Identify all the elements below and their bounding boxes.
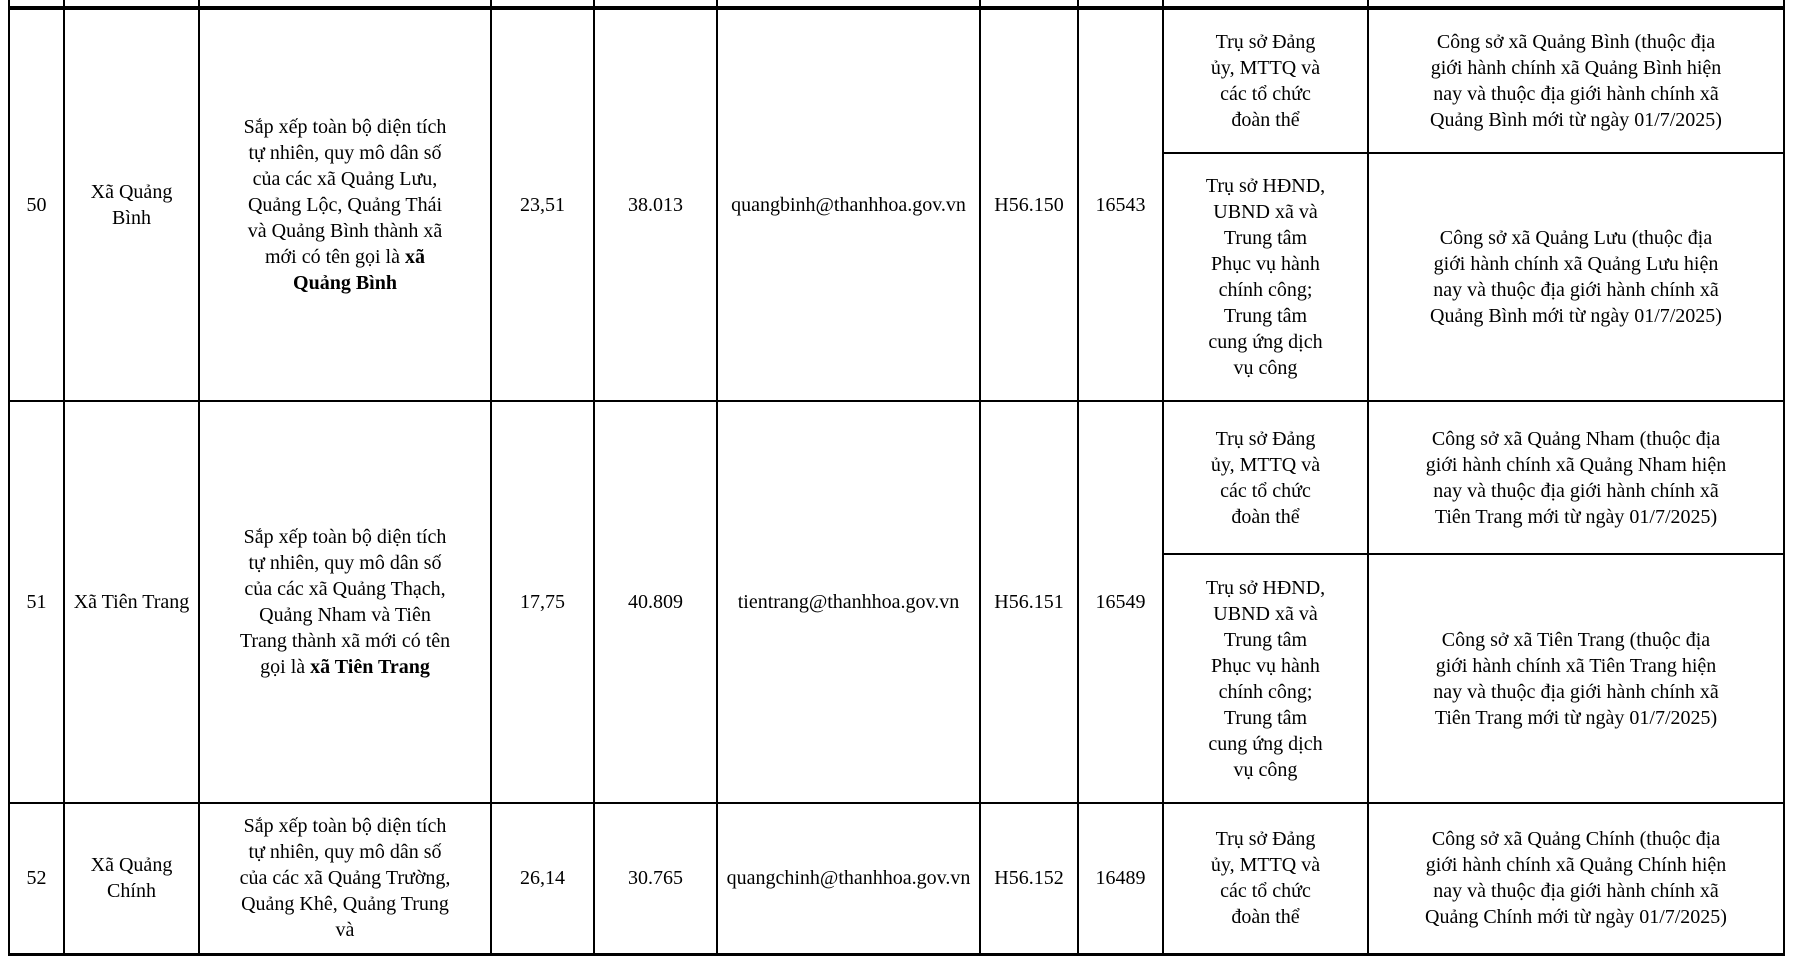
cut-cell	[1163, 0, 1368, 8]
office-location-cell	[1368, 8, 1784, 153]
cut-cell	[1078, 0, 1163, 8]
office-location-cell	[1368, 153, 1784, 401]
arrangement-text: Sắp xếp toàn bộ diện tích tự nhiên, quy mô dân số của các xã Quảng Lưu, Quảng Lộc, Quảng Thái và Quảng Bình thành xã mới có tên gọi là xã Quảng Bình	[243, 116, 447, 294]
unit-code-value: 16543	[1095, 194, 1146, 216]
commune-name: Xã Quảng Chính	[90, 854, 173, 903]
cut-cell	[9, 0, 64, 8]
office-type-cell	[1163, 8, 1368, 153]
commune-name: Xã Tiên Trang	[73, 591, 190, 613]
cut-cell	[717, 0, 980, 8]
commune-arrangement-table	[8, 0, 1785, 956]
cut-cell	[64, 0, 199, 8]
stt-cell	[9, 803, 64, 954]
area-cell	[491, 401, 594, 803]
office-location: Công sở xã Quảng Bình (thuộc địa giới hành chính xã Quảng Bình hiện nay và thuộc địa giới hành chính xã Quảng Bình mới từ ngày 01/7/2025)	[1430, 31, 1722, 131]
table-row-51	[9, 401, 1784, 554]
admin-code-cell	[980, 401, 1078, 803]
arrangement-text: Sắp xếp toàn bộ diện tích tự nhiên, quy mô dân số của các xã Quảng Trường, Quảng Khê, Quảng Trung và	[239, 815, 451, 942]
cut-cell	[594, 0, 717, 8]
population-cell	[594, 803, 717, 954]
commune-name-cell	[64, 401, 199, 803]
office-location-cell	[1368, 401, 1784, 554]
office-location: Công sở xã Quảng Lưu (thuộc địa giới hành chính xã Quảng Lưu hiện nay và thuộc địa giới hành chính xã Quảng Bình mới từ ngày 01/7/2025)	[1430, 227, 1722, 327]
unit-code-cell	[1078, 803, 1163, 954]
cut-cell	[1368, 0, 1784, 8]
area-cell	[491, 8, 594, 401]
office-location-cell	[1368, 554, 1784, 803]
email-value: quangbinh@thanhhoa.gov.vn	[731, 194, 966, 216]
stt-cell	[9, 401, 64, 803]
cut-cell	[980, 0, 1078, 8]
admin-code-cell	[980, 803, 1078, 954]
stt-value: 52	[26, 867, 47, 890]
office-type-cell	[1163, 554, 1368, 803]
stt-cell	[9, 8, 64, 401]
stt-value: 51	[26, 591, 47, 613]
arrangement-cell	[199, 401, 491, 803]
office-location-cell	[1368, 803, 1784, 954]
office-type-cell	[1163, 803, 1368, 954]
office-type: Trụ sở HĐND, UBND xã và Trung tâm Phục vụ hành chính công; Trung tâm cung ứng dịch vụ công	[1205, 175, 1326, 379]
office-type: Trụ sở Đảng ủy, MTTQ và các tổ chức đoàn thể	[1210, 828, 1321, 929]
area-cell	[491, 803, 594, 954]
email-value: tientrang@thanhhoa.gov.vn	[737, 591, 960, 613]
office-type: Trụ sở Đảng ủy, MTTQ và các tổ chức đoàn thể	[1210, 31, 1321, 131]
unit-code-cell	[1078, 401, 1163, 803]
unit-code-cell	[1078, 8, 1163, 401]
area-value: 26,14	[520, 867, 565, 890]
admin-code-cell	[980, 8, 1078, 401]
population-value: 30.765	[628, 867, 683, 890]
area-value: 17,75	[520, 591, 565, 613]
commune-name: Xã Quảng Bình	[90, 181, 173, 229]
email-value: quangchinh@thanhhoa.gov.vn	[726, 867, 971, 890]
population-value: 40.809	[628, 591, 683, 613]
population-value: 38.013	[628, 194, 683, 216]
office-location: Công sở xã Tiên Trang (thuộc địa giới hành chính xã Tiên Trang hiện nay và thuộc địa giới hành chính xã Tiên Trang mới từ ngày 01/7/2025)	[1433, 628, 1719, 729]
office-type: Trụ sở Đảng ủy, MTTQ và các tổ chức đoàn thể	[1210, 427, 1321, 528]
unit-code-value: 16489	[1095, 867, 1146, 890]
commune-name-cell	[64, 8, 199, 401]
arrangement-text: Sắp xếp toàn bộ diện tích tự nhiên, quy mô dân số của các xã Quảng Thạch, Quảng Nham và Tiên Trang thành xã mới có tên gọi là xã Tiên Trang	[239, 526, 451, 678]
email-cell	[717, 803, 980, 954]
admin-code-value: H56.152	[994, 867, 1064, 890]
office-location: Công sở xã Quảng Nham (thuộc địa giới hành chính xã Quảng Nham hiện nay và thuộc địa giới hành chính xã Tiên Trang mới từ ngày 01/7/2025)	[1425, 427, 1727, 528]
table-row-52	[9, 803, 1784, 954]
commune-name-cell	[64, 803, 199, 954]
table-row-50	[9, 8, 1784, 153]
stt-value: 50	[26, 194, 47, 216]
unit-code-value: 16549	[1095, 591, 1146, 613]
arrangement-cell	[199, 8, 491, 401]
email-cell	[717, 401, 980, 803]
arrangement-cell	[199, 803, 491, 954]
area-value: 23,51	[520, 194, 565, 216]
office-location: Công sở xã Quảng Chính (thuộc địa giới hành chính xã Quảng Chính hiện nay và thuộc địa giới hành chính xã Quảng Chính mới từ ngày 01/7/2025)	[1425, 828, 1727, 929]
office-type-cell	[1163, 153, 1368, 401]
cut-cell	[199, 0, 491, 8]
admin-code-value: H56.151	[994, 591, 1064, 613]
previous-row-remnant	[9, 0, 1784, 8]
office-type: Trụ sở HĐND, UBND xã và Trung tâm Phục vụ hành chính công; Trung tâm cung ứng dịch vụ công	[1205, 576, 1326, 781]
cut-cell	[491, 0, 594, 8]
population-cell	[594, 8, 717, 401]
office-type-cell	[1163, 401, 1368, 554]
new-commune-name-bold: xã Tiên Trang	[310, 656, 430, 678]
admin-code-value: H56.150	[994, 194, 1064, 216]
new-commune-name-bold: xã Quảng Bình	[293, 246, 425, 294]
population-cell	[594, 401, 717, 803]
email-cell	[717, 8, 980, 401]
